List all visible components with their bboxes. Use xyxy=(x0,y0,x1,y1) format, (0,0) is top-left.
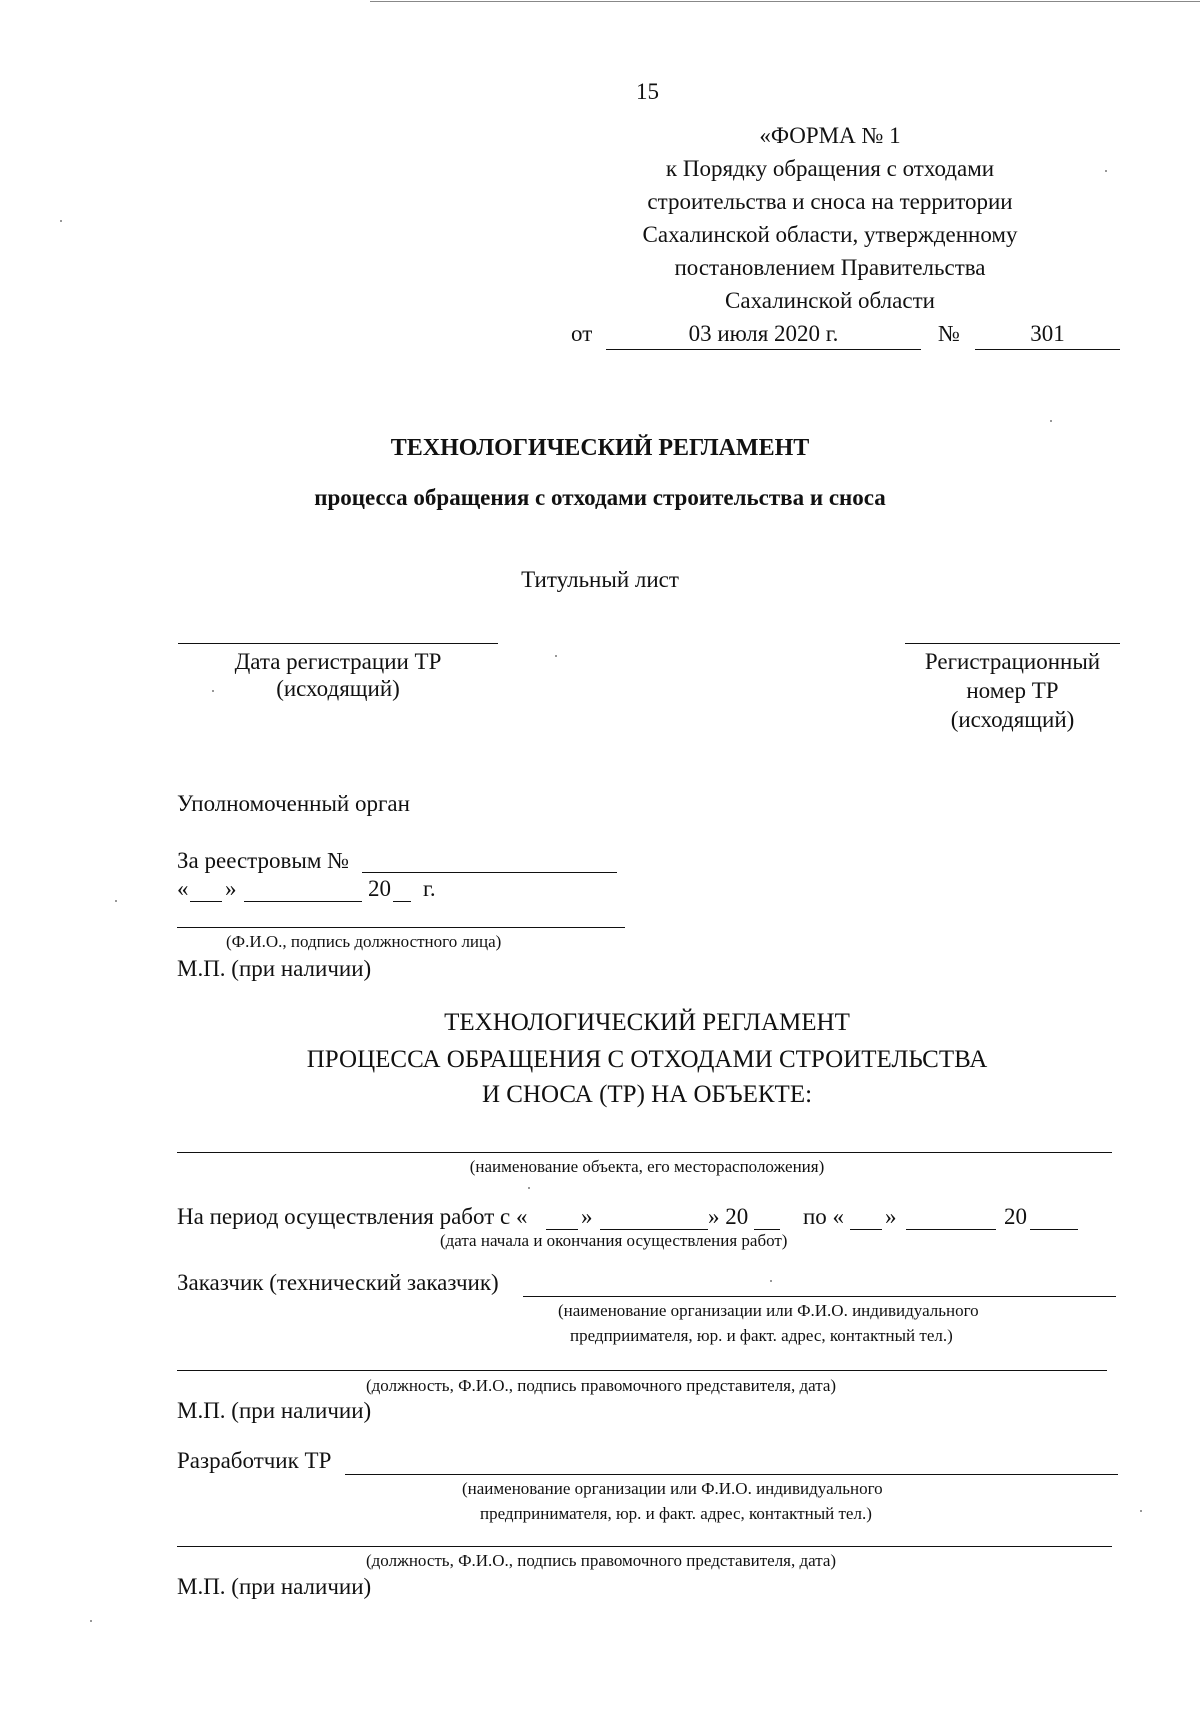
developer-name-line xyxy=(345,1474,1118,1475)
authority-year-suffix: г. xyxy=(423,876,436,901)
object-caption: (наименование объекта, его месторасположения) xyxy=(469,1157,825,1176)
authority-month-line xyxy=(244,901,362,902)
developer-label: Разработчик ТР xyxy=(177,1448,332,1473)
developer-caption-2: предпринимателя, юр. и факт. адрес, контактный тел.) xyxy=(480,1504,872,1523)
registration-date-line xyxy=(178,643,498,644)
customer-caption-2: предприимателя, юр. и факт. адрес, контактный тел.) xyxy=(570,1326,953,1345)
scan-speck xyxy=(60,220,62,222)
annex-line-1: «ФОРМА № 1 xyxy=(759,123,901,148)
customer-rep-line xyxy=(177,1370,1107,1371)
scan-speck xyxy=(1105,170,1107,172)
scan-speck xyxy=(555,655,557,657)
period-year-2: 20 xyxy=(1004,1204,1027,1229)
authority-year-prefix: 20 xyxy=(368,876,391,901)
annex-number: 301 xyxy=(1030,321,1065,346)
period-close-2: » xyxy=(885,1204,897,1229)
annex-line-2: к Порядку обращения с отходами xyxy=(665,156,995,181)
main-heading-line-3: И СНОСА (ТР) НА ОБЪЕКТЕ: xyxy=(481,1081,813,1108)
authority-date-open: « xyxy=(177,876,189,901)
period-start-month-line xyxy=(600,1229,708,1230)
authority-stamp: М.П. (при наличии) xyxy=(177,956,372,981)
period-mid: » 20 xyxy=(708,1204,749,1229)
authority-signature-line xyxy=(177,927,625,928)
document-subtitle: процесса обращения с отходами строительства и сноса xyxy=(314,485,886,510)
authority-year-line xyxy=(393,901,411,902)
customer-label: Заказчик (технический заказчик) xyxy=(177,1270,499,1295)
developer-rep-caption: (должность, Ф.И.О., подпись правомочного представителя, дата) xyxy=(366,1551,837,1570)
document-title: ТЕХНОЛОГИЧЕСКИЙ РЕГЛАМЕНТ xyxy=(390,435,810,461)
page-number: 15 xyxy=(636,79,659,104)
registration-date-sublabel: (исходящий) xyxy=(276,676,400,701)
period-start-day-line xyxy=(546,1229,578,1230)
scan-speck xyxy=(1050,420,1052,422)
registry-number-line xyxy=(362,872,617,873)
period-end-day-line xyxy=(850,1229,882,1230)
customer-rep-caption: (должность, Ф.И.О., подпись правомочного представителя, дата) xyxy=(366,1376,837,1395)
annex-number-label: № xyxy=(938,321,960,346)
registration-number-line xyxy=(905,643,1120,644)
period-to-label: по « xyxy=(803,1204,845,1229)
scan-speck xyxy=(90,1620,92,1622)
authority-date-close: » xyxy=(225,876,237,901)
scan-speck xyxy=(212,690,214,692)
registration-number-label-2: номер ТР xyxy=(966,678,1059,703)
scan-speck xyxy=(115,900,117,902)
scan-edge-line xyxy=(370,1,1200,2)
scan-speck xyxy=(528,1187,530,1189)
sheet-label: Титульный лист xyxy=(521,567,679,592)
registry-label: За реестровым № xyxy=(177,848,350,873)
annex-line-6: Сахалинской области xyxy=(725,288,935,313)
developer-caption-1: (наименование организации или Ф.И.О. индивидуального xyxy=(462,1479,883,1498)
period-start-year-line xyxy=(754,1229,780,1230)
object-line xyxy=(177,1152,1112,1153)
developer-rep-line xyxy=(177,1546,1112,1547)
period-close-1: » xyxy=(581,1204,593,1229)
period-caption: (дата начала и окончания осуществления работ) xyxy=(440,1231,788,1250)
authority-label: Уполномоченный орган xyxy=(177,791,410,816)
period-end-month-line xyxy=(906,1229,996,1230)
annex-number-line xyxy=(975,349,1120,350)
main-heading-line-2: ПРОЦЕССА ОБРАЩЕНИЯ С ОТХОДАМИ СТРОИТЕЛЬСТВА xyxy=(306,1046,988,1073)
customer-name-line xyxy=(523,1296,1116,1297)
annex-from-label: от xyxy=(571,321,593,346)
annex-line-4: Сахалинской области, утвержденному xyxy=(642,222,1018,247)
period-end-year-line xyxy=(1030,1229,1078,1230)
registration-date-label: Дата регистрации ТР xyxy=(234,649,442,674)
annex-date: 03 июля 2020 г. xyxy=(688,321,839,346)
annex-line-5: постановлением Правительства xyxy=(674,255,986,280)
main-heading-line-1: ТЕХНОЛОГИЧЕСКИЙ РЕГЛАМЕНТ xyxy=(444,1009,850,1036)
scan-speck xyxy=(1140,1510,1142,1512)
registration-number-label-1: Регистрационный xyxy=(924,649,1101,674)
registration-number-label-3: (исходящий) xyxy=(950,707,1075,732)
annex-line-3: строительства и сноса на территории xyxy=(647,189,1013,214)
customer-stamp: М.П. (при наличии) xyxy=(177,1398,372,1423)
authority-day-line xyxy=(190,901,222,902)
annex-date-line xyxy=(606,349,921,350)
scan-speck xyxy=(770,1280,772,1282)
authority-signature-caption: (Ф.И.О., подпись должностного лица) xyxy=(226,932,502,951)
customer-caption-1: (наименование организации или Ф.И.О. индивидуального xyxy=(558,1301,979,1320)
developer-stamp: М.П. (при наличии) xyxy=(177,1574,372,1599)
period-label: На период осуществления работ с « xyxy=(177,1204,528,1229)
